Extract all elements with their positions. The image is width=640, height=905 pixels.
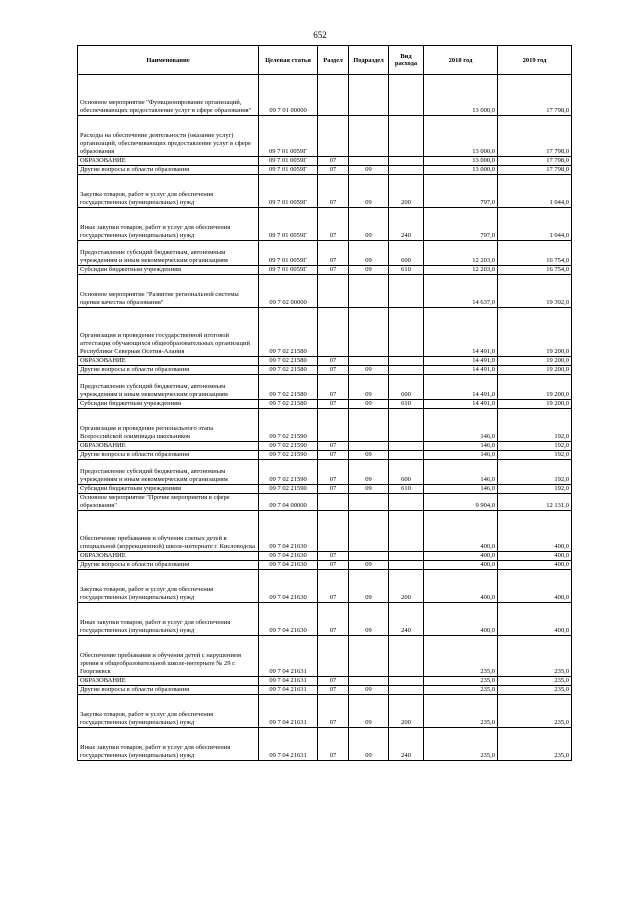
cell-name: Закупка товаров, работ и услуг для обеспечения государственных (муниципальных) нужд (78, 175, 259, 208)
cell-expense-type (389, 561, 424, 570)
cell-code: 09 7 04 21630 (259, 561, 318, 570)
cell-name: Иные закупки товаров, работ и услуг для обеспечения государственных (муниципальных) нужд (78, 603, 259, 636)
cell-2018: 235,0 (424, 636, 498, 677)
cell-expense-type: 610 (389, 266, 424, 275)
cell-2018: 12 203,0 (424, 241, 498, 266)
cell-expense-type (389, 275, 424, 308)
cell-2019: 192,0 (498, 451, 572, 460)
cell-code: 09 7 04 21631 (259, 728, 318, 761)
cell-2018: 400,0 (424, 561, 498, 570)
cell-name: Основное мероприятие "Функционирование организаций, обеспечивающих предоставление услуг в сфере образования" (78, 75, 259, 116)
cell-section: 07 (318, 552, 349, 561)
cell-subsection: 09 (349, 451, 389, 460)
cell-code: 09 7 02 21590 (259, 451, 318, 460)
cell-section (318, 308, 349, 357)
cell-2019: 235,0 (498, 686, 572, 695)
table-row (78, 603, 572, 636)
table-row (78, 166, 572, 175)
cell-name: Основное мероприятие "Развитие региональной системы оценки качества образования" (78, 275, 259, 308)
cell-code: 09 7 02 21580 (259, 366, 318, 375)
cell-2019: 235,0 (498, 636, 572, 677)
cell-subsection: 09 (349, 175, 389, 208)
table-row (78, 485, 572, 494)
cell-expense-type (389, 308, 424, 357)
cell-section (318, 636, 349, 677)
cell-subsection (349, 677, 389, 686)
cell-2018: 146,0 (424, 409, 498, 442)
cell-expense-type (389, 357, 424, 366)
cell-name: Обеспечение пребывания и обучения слепых детей в специальной (коррекционной) школе-интернате г. Кисловодска (78, 511, 259, 552)
cell-section: 07 (318, 603, 349, 636)
cell-2018: 13 000,0 (424, 166, 498, 175)
cell-subsection: 09 (349, 400, 389, 409)
cell-subsection: 09 (349, 728, 389, 761)
cell-section: 07 (318, 357, 349, 366)
cell-subsection (349, 636, 389, 677)
table-row (78, 494, 572, 511)
cell-expense-type: 240 (389, 728, 424, 761)
cell-2018: 14 491,0 (424, 308, 498, 357)
cell-2019: 400,0 (498, 570, 572, 603)
cell-code: 09 7 04 21631 (259, 686, 318, 695)
cell-2018: 14 491,0 (424, 375, 498, 400)
cell-2018: 14 491,0 (424, 366, 498, 375)
cell-code: 09 7 02 21590 (259, 442, 318, 451)
cell-2018: 14 491,0 (424, 357, 498, 366)
table-row (78, 677, 572, 686)
cell-section: 07 (318, 241, 349, 266)
cell-name: Предоставление субсидий бюджетным, автономным учреждениям и иным некоммерческим организациям (78, 460, 259, 485)
cell-2018: 13 000,0 (424, 157, 498, 166)
table-row (78, 728, 572, 761)
cell-name: Закупка товаров, работ и услуг для обеспечения государственных (муниципальных) нужд (78, 570, 259, 603)
table-row (78, 175, 572, 208)
cell-code: 09 7 01 0059Г (259, 266, 318, 275)
cell-subsection: 09 (349, 166, 389, 175)
cell-code: 09 7 01 00000 (259, 75, 318, 116)
table-row (78, 75, 572, 116)
cell-2019: 16 754,0 (498, 241, 572, 266)
cell-expense-type (389, 677, 424, 686)
cell-2019: 235,0 (498, 695, 572, 728)
cell-name: Другие вопросы в области образования (78, 366, 259, 375)
cell-code: 09 7 02 21590 (259, 460, 318, 485)
cell-name: Другие вопросы в области образования (78, 686, 259, 695)
table-row (78, 451, 572, 460)
cell-section: 07 (318, 570, 349, 603)
col-header-section: Раздел (318, 46, 349, 75)
cell-name: Расходы на обеспечение деятельности (оказание услуг) организаций, обеспечивающих предоставление услуг в сфере образования (78, 116, 259, 157)
cell-2019: 12 131,0 (498, 494, 572, 511)
cell-subsection (349, 511, 389, 552)
cell-2018: 235,0 (424, 695, 498, 728)
cell-name: ОБРАЗОВАНИЕ (78, 157, 259, 166)
cell-name: Организация и проведение государственной итоговой аттестации обучающихся общеобразовательных организаций Республики Северная Осетия-Алания (78, 308, 259, 357)
cell-name: Другие вопросы в области образования (78, 561, 259, 570)
cell-code: 09 7 01 0059Г (259, 241, 318, 266)
cell-subsection: 09 (349, 695, 389, 728)
cell-subsection (349, 494, 389, 511)
cell-section: 07 (318, 561, 349, 570)
cell-name: ОБРАЗОВАНИЕ (78, 552, 259, 561)
cell-name: Основное мероприятие "Прочие мероприятия в сфере образования" (78, 494, 259, 511)
budget-table (77, 45, 572, 761)
cell-code: 09 7 04 21631 (259, 695, 318, 728)
cell-code: 09 7 01 0059Г (259, 166, 318, 175)
cell-2018: 235,0 (424, 728, 498, 761)
cell-2019: 19 200,0 (498, 400, 572, 409)
cell-expense-type: 240 (389, 603, 424, 636)
cell-section: 07 (318, 695, 349, 728)
table-row (78, 695, 572, 728)
cell-2019: 192,0 (498, 460, 572, 485)
cell-name: Закупка товаров, работ и услуг для обеспечения государственных (муниципальных) нужд (78, 695, 259, 728)
cell-2019: 400,0 (498, 511, 572, 552)
cell-2019: 400,0 (498, 603, 572, 636)
cell-name: Обеспечение пребывания и обучения детей с нарушением зрения в общеобразовательной школе-интернате № 29 г. Георгиевск (78, 636, 259, 677)
table-header-row (78, 46, 572, 75)
cell-section: 07 (318, 686, 349, 695)
cell-section: 07 (318, 157, 349, 166)
cell-2018: 797,0 (424, 175, 498, 208)
table-row (78, 400, 572, 409)
cell-section (318, 275, 349, 308)
cell-section: 07 (318, 208, 349, 241)
cell-code: 09 7 04 00000 (259, 494, 318, 511)
cell-2019: 19 200,0 (498, 366, 572, 375)
table-row (78, 241, 572, 266)
cell-expense-type (389, 366, 424, 375)
cell-2018: 146,0 (424, 460, 498, 485)
cell-expense-type (389, 116, 424, 157)
cell-section (318, 75, 349, 116)
cell-2019: 17 798,0 (498, 75, 572, 116)
table-row (78, 357, 572, 366)
cell-2018: 13 000,0 (424, 75, 498, 116)
cell-2019: 16 754,0 (498, 266, 572, 275)
cell-code: 09 7 02 21580 (259, 308, 318, 357)
table-row (78, 116, 572, 157)
cell-code: 09 7 04 21630 (259, 511, 318, 552)
cell-code: 09 7 04 21631 (259, 677, 318, 686)
table-row (78, 561, 572, 570)
table-row (78, 275, 572, 308)
cell-name: ОБРАЗОВАНИЕ (78, 442, 259, 451)
table-row (78, 208, 572, 241)
cell-2019: 19 200,0 (498, 375, 572, 400)
cell-subsection (349, 442, 389, 451)
cell-name: Предоставление субсидий бюджетным, автономным учреждениям и иным некоммерческим организациям (78, 375, 259, 400)
cell-name: Другие вопросы в области образования (78, 451, 259, 460)
table-row (78, 511, 572, 552)
table-row (78, 442, 572, 451)
cell-2019: 19 392,0 (498, 275, 572, 308)
cell-subsection: 09 (349, 208, 389, 241)
cell-2019: 192,0 (498, 485, 572, 494)
table-row (78, 460, 572, 485)
cell-subsection: 09 (349, 266, 389, 275)
cell-2019: 17 798,0 (498, 116, 572, 157)
cell-code: 09 7 02 21590 (259, 409, 318, 442)
cell-section: 07 (318, 175, 349, 208)
cell-name: Организация и проведение регионального этапа Всероссийской олимпиады школьников (78, 409, 259, 442)
cell-code: 09 7 01 0059Г (259, 116, 318, 157)
cell-subsection (349, 116, 389, 157)
cell-2019: 1 044,0 (498, 175, 572, 208)
table-row (78, 552, 572, 561)
cell-section (318, 116, 349, 157)
cell-expense-type (389, 75, 424, 116)
cell-subsection (349, 409, 389, 442)
table-row (78, 570, 572, 603)
cell-expense-type (389, 636, 424, 677)
cell-code: 09 7 04 21630 (259, 603, 318, 636)
cell-2018: 146,0 (424, 485, 498, 494)
cell-section: 07 (318, 442, 349, 451)
cell-2019: 192,0 (498, 442, 572, 451)
cell-expense-type (389, 494, 424, 511)
cell-name: Иные закупки товаров, работ и услуг для обеспечения государственных (муниципальных) нужд (78, 728, 259, 761)
cell-2019: 1 044,0 (498, 208, 572, 241)
cell-2018: 235,0 (424, 686, 498, 695)
cell-section: 07 (318, 266, 349, 275)
cell-name: Субсидии бюджетным учреждениям (78, 485, 259, 494)
cell-expense-type: 600 (389, 375, 424, 400)
cell-2018: 146,0 (424, 451, 498, 460)
cell-expense-type: 200 (389, 570, 424, 603)
cell-expense-type (389, 511, 424, 552)
cell-2019: 19 200,0 (498, 357, 572, 366)
cell-code: 09 7 02 21590 (259, 485, 318, 494)
cell-2019: 19 200,0 (498, 308, 572, 357)
cell-section (318, 494, 349, 511)
cell-subsection: 09 (349, 375, 389, 400)
cell-subsection: 09 (349, 686, 389, 695)
table-row (78, 375, 572, 400)
cell-2018: 400,0 (424, 552, 498, 561)
cell-subsection: 09 (349, 460, 389, 485)
cell-expense-type (389, 166, 424, 175)
col-header-name: Наименование (78, 46, 259, 75)
cell-code: 09 7 02 00000 (259, 275, 318, 308)
cell-expense-type: 600 (389, 241, 424, 266)
col-header-expense-type: Вид расхода (389, 46, 424, 75)
cell-code: 09 7 02 21580 (259, 375, 318, 400)
cell-2019: 400,0 (498, 552, 572, 561)
cell-name: Иные закупки товаров, работ и услуг для обеспечения государственных (муниципальных) нужд (78, 208, 259, 241)
cell-section (318, 409, 349, 442)
cell-2019: 400,0 (498, 561, 572, 570)
table-row (78, 409, 572, 442)
cell-name: Предоставление субсидий бюджетным, автономным учреждениям и иным некоммерческим организациям (78, 241, 259, 266)
cell-expense-type: 610 (389, 400, 424, 409)
cell-expense-type: 240 (389, 208, 424, 241)
cell-subsection: 09 (349, 366, 389, 375)
cell-code: 09 7 02 21580 (259, 400, 318, 409)
cell-name: ОБРАЗОВАНИЕ (78, 357, 259, 366)
cell-name: Субсидии бюджетным учреждениям (78, 266, 259, 275)
cell-section: 07 (318, 728, 349, 761)
cell-subsection: 09 (349, 485, 389, 494)
cell-code: 09 7 04 21631 (259, 636, 318, 677)
cell-expense-type: 200 (389, 175, 424, 208)
cell-code: 09 7 02 21580 (259, 357, 318, 366)
cell-section (318, 511, 349, 552)
cell-expense-type: 610 (389, 485, 424, 494)
cell-section: 07 (318, 400, 349, 409)
table-row (78, 686, 572, 695)
cell-code: 09 7 01 0059Г (259, 208, 318, 241)
cell-expense-type (389, 686, 424, 695)
cell-section: 07 (318, 485, 349, 494)
cell-section: 07 (318, 166, 349, 175)
cell-2018: 9 904,0 (424, 494, 498, 511)
table-row (78, 157, 572, 166)
cell-subsection: 09 (349, 603, 389, 636)
table-row (78, 366, 572, 375)
cell-code: 09 7 04 21630 (259, 570, 318, 603)
col-header-2018: 2018 год (424, 46, 498, 75)
cell-subsection (349, 157, 389, 166)
cell-2019: 17 798,0 (498, 166, 572, 175)
cell-expense-type: 200 (389, 695, 424, 728)
cell-2018: 146,0 (424, 442, 498, 451)
cell-subsection: 09 (349, 570, 389, 603)
cell-section: 07 (318, 460, 349, 485)
cell-subsection (349, 357, 389, 366)
cell-section: 07 (318, 375, 349, 400)
table-row (78, 636, 572, 677)
cell-name: Другие вопросы в области образования (78, 166, 259, 175)
col-header-target: Целевая статья (259, 46, 318, 75)
page-number: 652 (313, 30, 327, 40)
cell-2019: 235,0 (498, 728, 572, 761)
cell-subsection: 09 (349, 561, 389, 570)
cell-code: 09 7 01 0059Г (259, 157, 318, 166)
cell-2018: 14 491,0 (424, 400, 498, 409)
cell-name: Субсидии бюджетным учреждениям (78, 400, 259, 409)
cell-2019: 235,0 (498, 677, 572, 686)
cell-subsection: 09 (349, 241, 389, 266)
cell-2018: 12 203,0 (424, 266, 498, 275)
cell-subsection (349, 275, 389, 308)
cell-2018: 13 000,0 (424, 116, 498, 157)
table-row (78, 308, 572, 357)
cell-code: 09 7 01 0059Г (259, 175, 318, 208)
cell-subsection (349, 552, 389, 561)
cell-2018: 235,0 (424, 677, 498, 686)
cell-2018: 400,0 (424, 570, 498, 603)
cell-2019: 192,0 (498, 409, 572, 442)
cell-expense-type (389, 451, 424, 460)
cell-subsection (349, 308, 389, 357)
cell-expense-type (389, 409, 424, 442)
cell-code: 09 7 04 21630 (259, 552, 318, 561)
col-header-subsection: Подраздел (349, 46, 389, 75)
cell-2018: 14 637,0 (424, 275, 498, 308)
cell-section: 07 (318, 677, 349, 686)
cell-expense-type (389, 442, 424, 451)
cell-expense-type: 600 (389, 460, 424, 485)
cell-subsection (349, 75, 389, 116)
cell-2018: 400,0 (424, 511, 498, 552)
cell-2018: 797,0 (424, 208, 498, 241)
table-row (78, 266, 572, 275)
cell-2018: 400,0 (424, 603, 498, 636)
cell-section: 07 (318, 451, 349, 460)
cell-section: 07 (318, 366, 349, 375)
cell-name: ОБРАЗОВАНИЕ (78, 677, 259, 686)
cell-expense-type (389, 157, 424, 166)
cell-expense-type (389, 552, 424, 561)
col-header-2019: 2019 год (498, 46, 572, 75)
cell-2019: 17 798,0 (498, 157, 572, 166)
